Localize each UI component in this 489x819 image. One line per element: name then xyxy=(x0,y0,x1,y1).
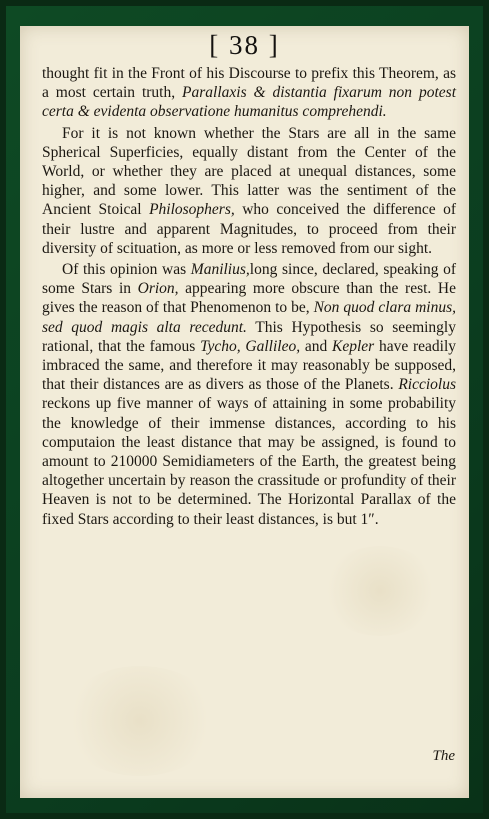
catchword: The xyxy=(432,748,455,764)
paragraph-1 xyxy=(42,64,456,122)
paper-stain xyxy=(320,546,440,636)
latin-quotation: Non quod clara minus, sed quod magis alta recedunt. xyxy=(42,299,456,336)
paragraph-2 xyxy=(42,124,456,258)
text-segment: have readily imbraced the same, and therefore it may reasonably be supposed, that their distances are as divers as those of the Planets. xyxy=(42,337,457,394)
text-segment: Of this opinion was xyxy=(62,261,191,279)
text-segment: long since, declared, speaking of some Stars in xyxy=(42,261,456,298)
text-segment: thought fit in the Front of his Discourse to prefix this Theorem, as a most certain truth, xyxy=(42,65,456,102)
text-segment: For it is not known whether the Stars are all in the same Spherical Superficies, equally distant from the Center of the World, or whether they are placed at unequal distances, some higher, and some lower. This latter was the sentiment of the Ancient Stoical xyxy=(42,124,456,219)
book-page xyxy=(20,26,469,798)
text-segment: who conceived the difference of their lustre and apparent Magnitudes, to proceed from their diversity of scituation, as more or less removed from our sight. xyxy=(42,201,456,257)
text-segment: reckons up five manner of ways of attaining in some probability the knowledge of their immense distances, according to his computaion the least distance that may be assigned, is found to amount to 210000 Semidiameters of the Earth, the greatest being altogether uncertain by reason the crassitude or profundity of their Heaven is not to be determined. The Horizontal Parallax of the fixed Stars according to their least distances, is but 1″. xyxy=(42,395,456,528)
italic-name: Tycho, Gallileo, xyxy=(200,337,301,355)
text-segment: appearing more obscure than the rest. He gives the reason of that Phenomenon to be, xyxy=(42,280,457,317)
paragraph-3 xyxy=(42,260,456,529)
italic-name: Orion, xyxy=(137,280,179,298)
text-segment: This Hypothesis so seemingly rational, that the famous xyxy=(42,318,456,355)
italic-name: Kepler xyxy=(332,337,375,355)
text-segment: and xyxy=(300,337,333,355)
italic-name: Manilius, xyxy=(190,261,250,279)
page-number: [ 38 ] xyxy=(209,30,280,60)
body-text xyxy=(42,64,456,529)
italic-name: Ricciolus xyxy=(398,376,456,394)
italic-term: Philosophers, xyxy=(149,201,235,219)
latin-quotation: Parallaxis & distantia fixarum non potest certa & evidenta observatione humanitus comprehendi. xyxy=(42,84,456,121)
paper-stain xyxy=(60,666,220,776)
